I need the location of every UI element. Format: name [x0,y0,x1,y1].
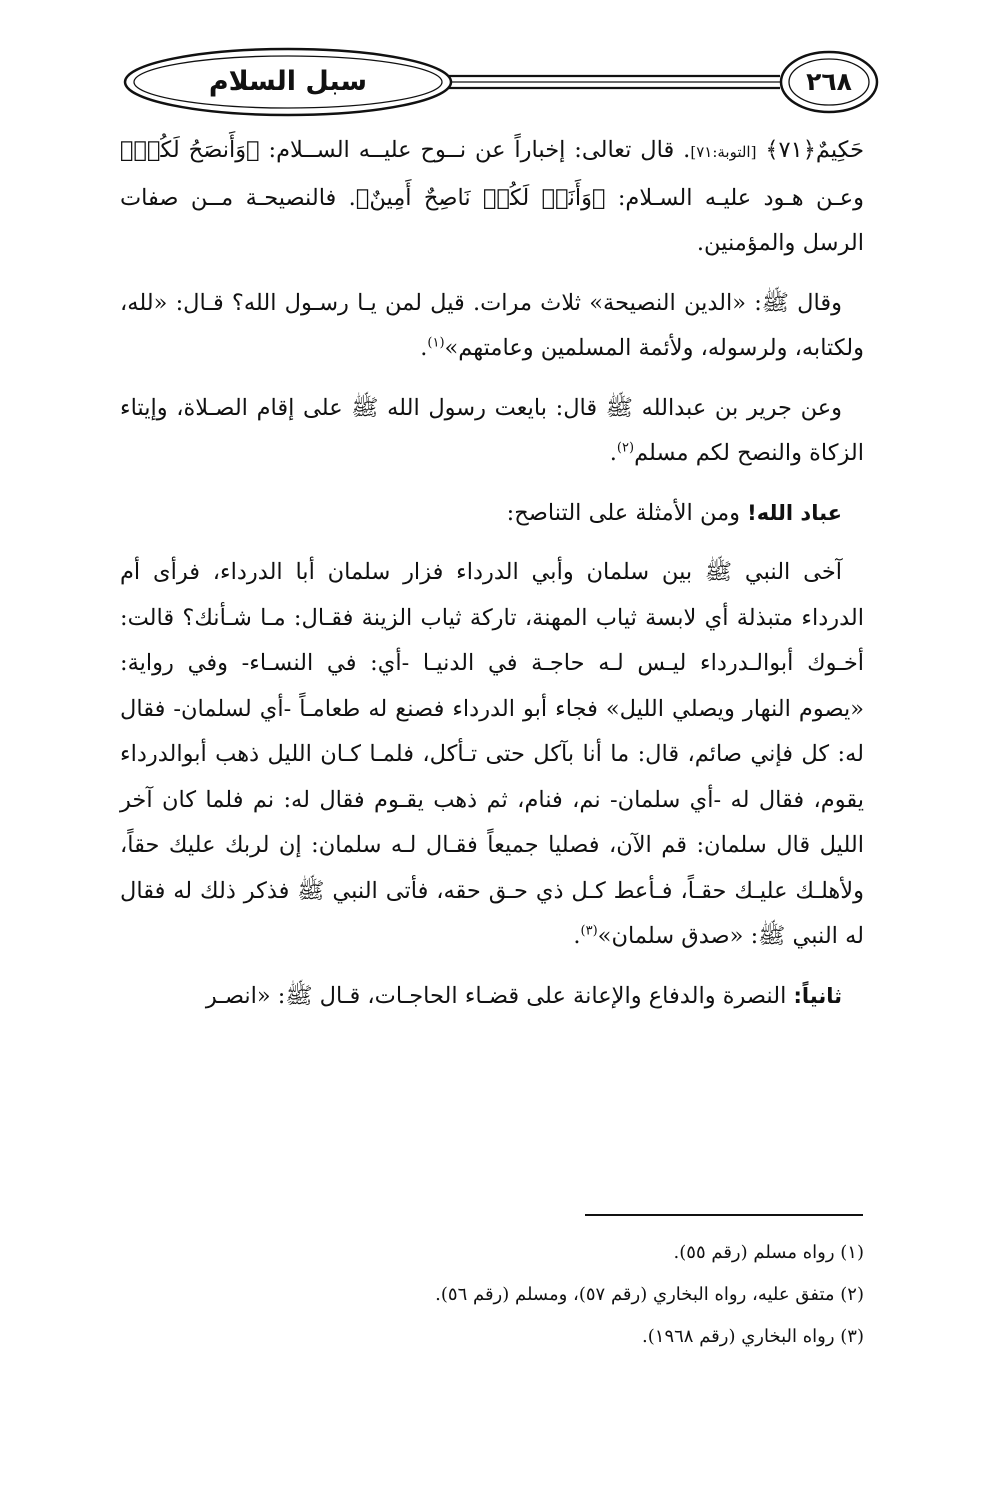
footnote-divider [585,1214,863,1216]
quran-quote: ﴿وَأَنَا۠ لَكُمۡ نَاصِحٌ أَمِينٌ﴾ [355,184,606,211]
paragraph-4: عباد الله! ومن الأمثلة على التناصح: [506,499,842,526]
book-title: سبل السلام [208,66,368,97]
footnote-item: (٣) رواه البخاري (رقم ١٩٦٨). [642,1326,864,1347]
quran-word: حَكِيمٌ﴿٧١﴾ [765,137,865,163]
verse-reference: [التوبة:٧١] [690,143,757,161]
footnote-marker: (١) [427,335,445,351]
footnotes [120,1232,864,1358]
paragraph-3: وعن جرير بن عبدالله ﷺ قال: بايعت رسول الله ﷺ على إقام الصـلاة، وإيتاء الزكاة والنصح لكم مسلم$^{(٢)}$. [120,394,864,466]
page-number: ٢٦٨ [806,67,852,96]
bold-lead: ثانياً: [793,983,842,1008]
footnote-item: (٢) متفق عليه، رواه البخاري (رقم ٥٧)، ومسلم (رقم ٥٦). [435,1284,864,1305]
paragraph-1: حَكِيمٌ﴿٧١﴾ [التوبة:٧١]. قال تعالى: إخباراً عن نــوح عليــه الســلام: ﴿وَأَنصَحُ لَكُمۡ﴾ وعـن هـود عليـه السـلام: ﴿وَأَنَا۠ لَكُمۡ نَاصِحٌ أَمِينٌ﴾. فالنصيحـة مــن صفات الرسل والمؤمنين. [120,137,865,256]
paragraph-2: وقال ﷺ: «الدين النصيحة» ثلاث مرات. قيل لمن يـا رسـول الله؟ قـال: «لله، ولكتابه، ولرسوله، ولأئمة المسلمين وعامتهم»$^{(١)}$. [120,289,864,361]
footnote-marker: (٢) [616,440,635,456]
quran-quote: ﴿وَأَنصَحُ لَكُمۡ﴾ [120,137,260,163]
paragraph-6: ثانياً: النصرة والدفاع والإعانة على قضـاء الحاجـات، قـال ﷺ: «انصـر [205,982,842,1009]
page-header [120,44,880,124]
bold-lead: عباد الله! [747,500,842,525]
paragraph-5: آخى النبي ﷺ بين سلمان وأبي الدرداء فزار سلمان أبا الدرداء، فرأى أم الدرداء متبذلة أي لابسة ثياب المهنة، تاركة ثياب الزينة فقـال: مـا شـأنك؟ قالت: أخـوك أبوالـدرداء ليـس لـه حاجـة في الدنيـا -أي: في النسـاء- وفي رواية: «يصوم النهار ويصلي الليل» فجاء أبو الدرداء فصنع له طعامـاً -أي لسلمان- فقال له: كل فإني صائم، قال: ما أنا بآكل حتى تـأكل، فلمـا كـان الليل ذهب أبوالدرداء يقوم، فقال له -أي سلمان- نم، فنام، ثم ذهب يقـوم فقال له: نم فلما كان آخر الليل قال سلمان: قم الآن، فصليا جميعاً فقـال لـه سلمان: إن لربك عليك حقاً، ولأهلـك عليـك حقـاً، فـأعط كـل ذي حـق حقه، فأتى النبي ﷺ فذكر ذلك له فقال له النبي ﷺ: «صدق سلمان»$^{(٣)}$. [120,559,864,949]
footnote-item: (١) رواه مسلم (رقم ٥٥). [673,1242,864,1263]
footnote-marker: (٣) [580,923,598,939]
main-text [120,128,864,1033]
